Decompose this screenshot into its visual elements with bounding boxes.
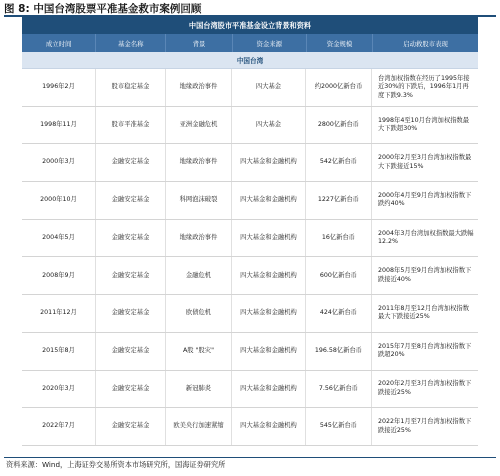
cell-fund: 金融安定基金 xyxy=(96,408,166,445)
cell-performance: 2000年4月至9月台湾加权指数下跌约40% xyxy=(378,191,472,208)
cell-fund: 金融安定基金 xyxy=(96,220,166,257)
cell-scale: 2800亿新台币 xyxy=(306,107,372,144)
cell-background: 亚洲金融危机 xyxy=(166,107,232,144)
cell-performance: 2004年3月台湾加权指数最大跌幅12.2% xyxy=(378,229,474,246)
cell-scale: 545亿新台币 xyxy=(306,408,372,445)
source-note: 资料来源：Wind，上海证券交易所资本市场研究所，国海证券研究所 xyxy=(6,460,226,469)
cell-performance: 台湾加权指数在经历了1995年接近30%的下跌后，1996年1月再度下跌9.3% xyxy=(378,74,470,99)
cell-performance: 2022年1月至7月台湾加权指数下跌接近25% xyxy=(378,418,472,434)
cell-background: 欧债危机 xyxy=(166,295,232,332)
cell-source: 四大基金和金融机构 xyxy=(232,333,306,370)
cell-date: 2011年12月 xyxy=(22,295,96,332)
cell-background: 地缘政治事件 xyxy=(166,220,232,257)
cell-background: 科网泡沫破裂 xyxy=(166,182,232,219)
table-row xyxy=(22,408,478,446)
col-header-fund: 基金名称 xyxy=(96,34,166,52)
col-header-performance: 启动救股市表现 xyxy=(403,39,448,48)
cell-date: 1996年2月 xyxy=(22,69,96,106)
cell-date: 2000年3月 xyxy=(22,144,96,181)
cell-scale: 600亿新台币 xyxy=(306,257,372,294)
cell-performance: 2008年5月至9月台湾加权指数下跌接近40% xyxy=(378,267,472,283)
cell-source: 四大基金和金融机构 xyxy=(232,371,306,408)
table-row xyxy=(22,295,478,333)
cell-date: 2020年3月 xyxy=(22,371,96,408)
cell-date: 2008年9月 xyxy=(22,257,96,294)
table-row xyxy=(22,144,478,182)
cell-scale: 16亿新台币 xyxy=(306,220,372,257)
cell-date: 2022年7月 xyxy=(22,408,96,445)
cell-scale: 约2000亿新台币 xyxy=(306,69,372,106)
table-row xyxy=(22,182,478,220)
col-header-source: 资金来源 xyxy=(233,34,307,52)
cell-background: 地缘政治事件 xyxy=(166,144,232,181)
bottom-divider xyxy=(4,457,496,458)
cell-performance: 2011年8月至12月台湾加权指数最大下跌接近25% xyxy=(378,304,470,321)
cell-performance: 2020年2月至3月台湾加权指数下跌接近25% xyxy=(378,380,472,396)
fund-table xyxy=(22,17,478,446)
table-header xyxy=(22,34,478,52)
cell-source: 四大基金和金融机构 xyxy=(232,408,306,445)
cell-fund: 金融安定基金 xyxy=(96,257,166,294)
cell-source: 四大基金和金融机构 xyxy=(232,182,306,219)
cell-scale: 542亿新台币 xyxy=(306,144,372,181)
cell-scale: 1227亿新台币 xyxy=(306,182,372,219)
table-body xyxy=(22,69,478,446)
table-title: 中国台湾股市平准基金设立背景和资料 xyxy=(22,17,478,34)
cell-fund: 金融安定基金 xyxy=(96,295,166,332)
cell-fund: 金融安定基金 xyxy=(96,333,166,370)
cell-date: 2004年5月 xyxy=(22,220,96,257)
cell-scale: 424亿新台币 xyxy=(306,295,372,332)
table-row xyxy=(22,333,478,371)
cell-fund: 股市稳定基金 xyxy=(96,69,166,106)
cell-fund: 金融安定基金 xyxy=(96,371,166,408)
cell-performance: 2000年2月至3月台湾加权指数最大下跌接近15% xyxy=(378,154,472,170)
table-row xyxy=(22,371,478,409)
cell-fund: 金融安定基金 xyxy=(96,182,166,219)
cell-background: A股 "股灾" xyxy=(166,333,232,370)
cell-source: 四大基金和金融机构 xyxy=(232,144,306,181)
cell-background: 地缘政治事件 xyxy=(166,69,232,106)
cell-source: 四大基金 xyxy=(232,69,306,106)
table-row xyxy=(22,69,478,107)
cell-source: 四大基金和金融机构 xyxy=(232,257,306,294)
cell-fund: 股市平准基金 xyxy=(96,107,166,144)
cell-background: 新冠肺炎 xyxy=(166,371,232,408)
table-row xyxy=(22,257,478,295)
table-row xyxy=(22,107,478,145)
cell-date: 2000年10月 xyxy=(22,182,96,219)
cell-performance: 2015年7月至8月台湾加权指数下跌超20% xyxy=(378,342,472,359)
col-header-scale: 资金规模 xyxy=(307,34,373,52)
col-header-date: 成立时间 xyxy=(22,34,96,52)
cell-background: 金融危机 xyxy=(166,257,232,294)
figure-title: 图 8: 中国台湾股票平准基金救市案例回顾 xyxy=(4,3,202,15)
table-row xyxy=(22,220,478,258)
cell-background: 欧美央行加速紧缩 xyxy=(166,408,232,445)
cell-performance: 1998年4至10月台湾加权指数最大下跌超30% xyxy=(378,116,470,133)
cell-date: 1998年11月 xyxy=(22,107,96,144)
col-header-background: 背景 xyxy=(166,34,232,52)
cell-scale: 196.58亿新台币 xyxy=(306,333,372,370)
cell-date: 2015年8月 xyxy=(22,333,96,370)
cell-scale: 7.56亿新台币 xyxy=(306,371,372,408)
cell-source: 四大基金和金融机构 xyxy=(232,220,306,257)
cell-source: 四大基金 xyxy=(232,107,306,144)
region-label: 中国台湾 xyxy=(22,52,478,69)
cell-source: 四大基金和金融机构 xyxy=(232,295,306,332)
cell-fund: 金融安定基金 xyxy=(96,144,166,181)
